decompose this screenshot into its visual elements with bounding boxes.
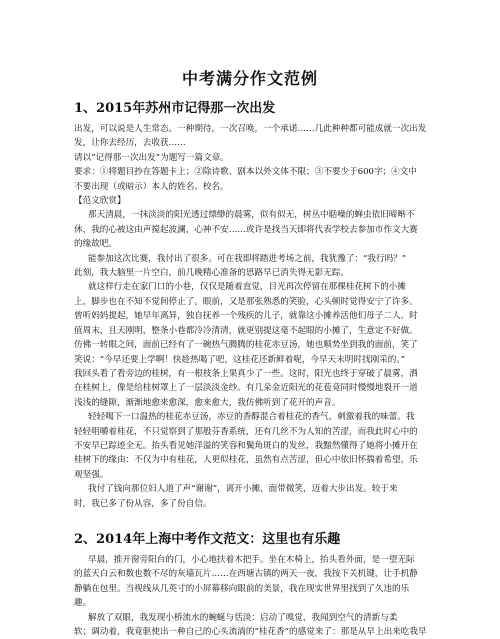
paragraph-line: 要求：①将题目抄在答题卡上；②除诗歌、剧本以外文体不限；③不要少于600字；④文中 xyxy=(74,167,417,178)
section-1-heading: 1、2015年苏州市记得那一次出发 xyxy=(74,101,276,116)
paragraph-line: 那天清晨，一抹淡淡的阳光透过缥缈的晨雾，似有似无，树丛中聒噪的蝉虫依旧啼啭不 xyxy=(88,210,415,221)
paragraph-line: 休，我的心被这由声搅起波澜，心神不安……或许是找当天即将代表学校去参加市作文大赛 xyxy=(74,224,418,235)
paragraph-line: 趣。 xyxy=(74,598,92,609)
paragraph-line: 能参加这次比赛，我付出了很多。可在我即将踏进考场之前，我犹豫了：“我行吗？” xyxy=(88,253,407,264)
paragraph-line: 轻轻咀嚼着桂花，不只觉察到了那般芬香系统，还有几丝不为人知的苦涩，而我此时心中的 xyxy=(74,426,418,437)
paragraph-line: 我付了钱向那位妇人道了声“谢谢”，离开小摊，面带微笑，迈着大步出发。较于来 xyxy=(88,484,398,495)
paragraph-line: 曾听妈妈提起，她早年离异，独自抚养一个残疾的儿子，就靠这小摊养活他们母子二人。时 xyxy=(74,311,418,322)
paragraph-line: 静躺在包里。当视线从几英寸的小屏幕移向眼前的美景，我在现实世界里找到了久违的乐 xyxy=(74,583,410,594)
section-2-heading: 2、2014年上海中考作文范文：这里也有乐趣 xyxy=(74,532,341,547)
paragraph-line: 软；调动着，我竟驱使出一种自己的心头流淌的“桂花香”的感觉来了：那是从早上出来吃我早 xyxy=(74,627,427,638)
paragraph-line: 桂树下的缘由：不仅为中有桂花，人更似桂花，虽然有点苦涩，但心中依旧怀揣着希望，乐 xyxy=(74,455,418,466)
section-1-body xyxy=(74,122,446,511)
paragraph-line: 发，让你去经历，去收获…… xyxy=(74,138,186,149)
paragraph-line: 上，脚步也在不知不觉间停止了。眼前，又是那张熟悉的笑脸，心头顿时觉得安宁了许多。 xyxy=(74,296,418,307)
paragraph-line: 不安早已踪迹全无。抬头看见她洋溢的笑容和鬓角斑白的发丝，我黯然懂得了她将小摊开在 xyxy=(74,440,418,451)
paragraph-line: 不要出现（或暗示）本人的姓名、校名。 xyxy=(74,181,229,192)
paragraph-line: 值周末，且天刚明，整条小巷都冷冷清清，就更别提这毫不起眼的小摊了，生意定不好做。 xyxy=(74,325,418,336)
paragraph-line: 请以“记得那一次出发”为题写一篇文章。 xyxy=(74,152,229,163)
paragraph-line: 时，我已多了份从容，多了份自信。 xyxy=(74,498,212,509)
section-2-body xyxy=(74,553,446,639)
paragraph-line: 的缘故吧。 xyxy=(74,239,117,250)
paragraph-line: 解放了双眼，我发现小桥流水的蜿蜒与恬淡：启动了嗅觉，我闻到空气的清新与柔 xyxy=(88,612,398,623)
paragraph-line: 就这样行走在家门口的小巷，仅仅是随着直觉，目光再次停留在那棵桂花树下的小摊 xyxy=(88,282,406,293)
paragraph-line: 【范文欣赏】 xyxy=(74,196,126,207)
paragraph-line: 我回头看了看旁边的桂树，有一根枝条上果真少了一些。这时，阳光也终于穿破了晨雾，洒 xyxy=(74,368,418,379)
document-title: 中考满分作文范例 xyxy=(181,69,318,88)
paragraph-line: 轻轻喝下一口温热的桂花赤豆汤，赤豆的香醇混合着桂花的香气，刺激着我的味蕾。我 xyxy=(88,412,415,423)
paragraph-line: 出发，可以说是人生常态。一种期待，一次召唤，一个承诺……几此种种都可能成就一次出发 xyxy=(74,124,427,134)
paragraph-line: 早晨，推开窗旁阳台的门，小心地扶着木把手。坐在木椅上，抬头看外面，是一望无际 xyxy=(88,555,415,565)
paragraph-line: 的蓝天白云和数也数不尽的灰墙瓦片……在西塘古镇的两天一夜，我按下关机键，让手机静 xyxy=(74,569,418,580)
paragraph-line: 此刻，我大脑里一片空白，前几晚精心准备的思路早已消失得无影无踪。 xyxy=(74,268,350,279)
paragraph-line: 笑说：“今早还要上学啊！快趁热喝了吧，这桂花还新鲜着呢，今早天未明时找刚采的。” xyxy=(74,354,406,365)
paragraph-line: 浅浅的缝隙，渐渐地愈来愈深，愈来愈大，我仿佛听到了花开的声音。 xyxy=(74,397,341,408)
paragraph-line: 仿佛一转眼之间，面前已经有了一碗热气腾腾的桂花赤豆汤，她也顺势坐到我的面前，笑了 xyxy=(74,340,418,351)
paragraph-line: 在桂树上，像是给桂树罩上了一层淡淡金纱。有几朵金近阳光的花苞竟同时慢慢地裂开一道 xyxy=(74,383,418,394)
paragraph-line: 观坚强。 xyxy=(74,469,109,480)
